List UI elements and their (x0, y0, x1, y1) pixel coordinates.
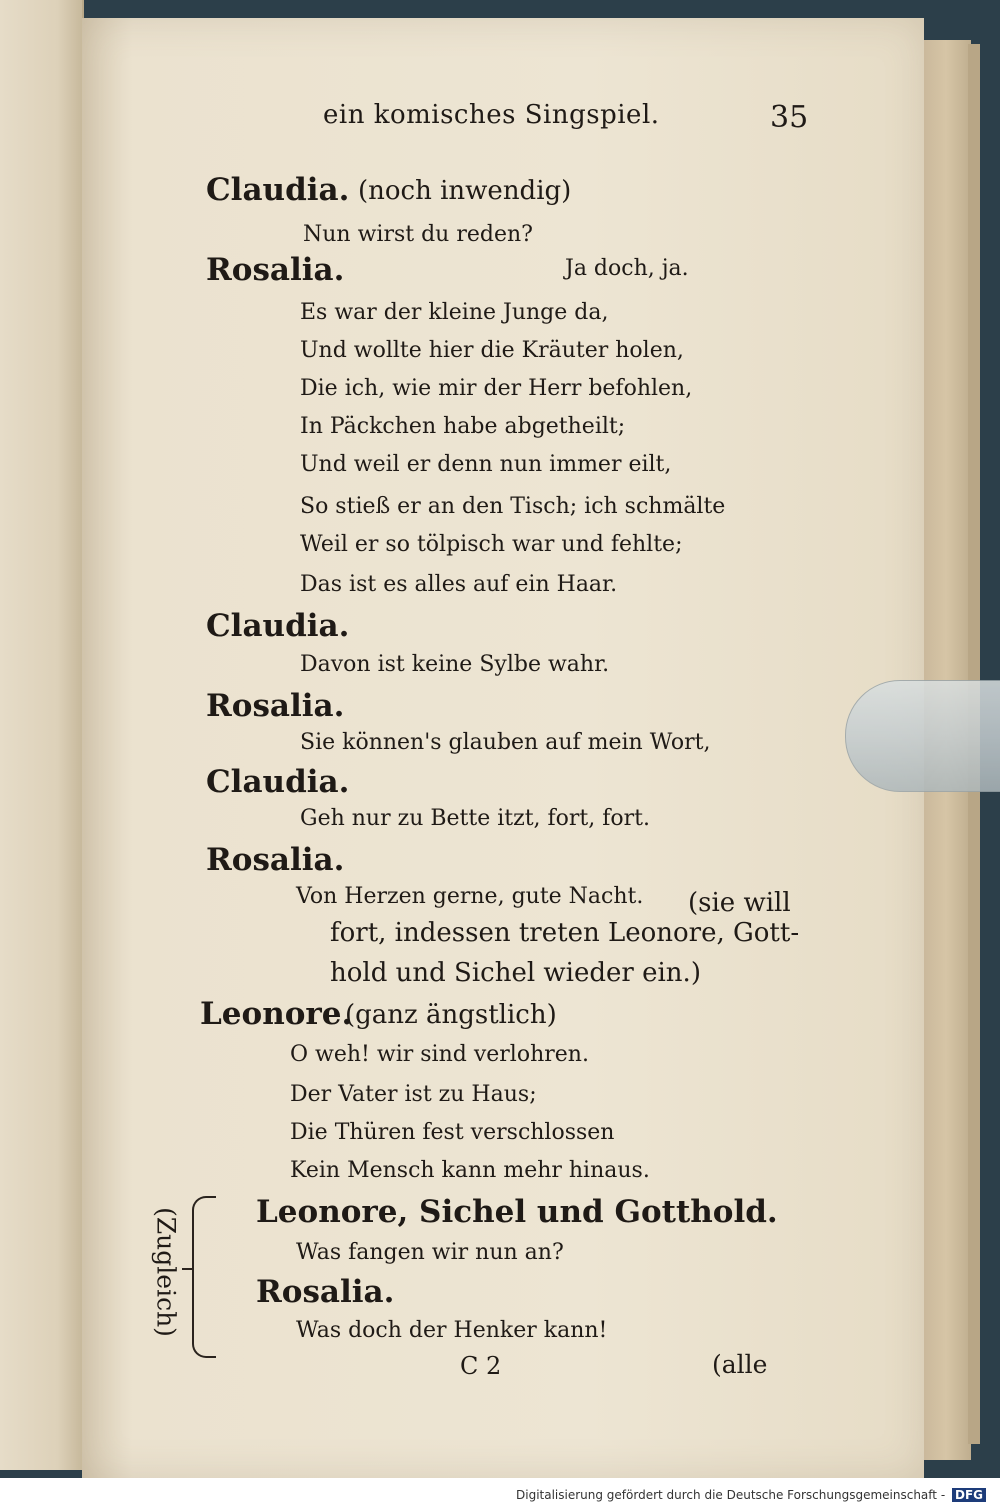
verse-line: Kein Mensch kann mehr hinaus. (290, 1158, 650, 1183)
verse-line: Die ich, wie mir der Herr befohlen, (300, 376, 693, 401)
catchword: (alle (712, 1350, 768, 1379)
verse-line: Der Vater ist zu Haus; (290, 1082, 537, 1107)
speaker-name: Claudia. (206, 172, 350, 208)
verse-line: In Päckchen habe abgetheilt; (300, 414, 626, 439)
speaker-name: Rosalia. (206, 842, 345, 878)
running-header: ein komisches Singspiel. (323, 100, 660, 130)
page-clip (845, 680, 1000, 792)
verse-line: Das ist es alles auf ein Haar. (300, 572, 618, 597)
brace-mark (192, 1196, 216, 1358)
speaker-name: Rosalia. (256, 1274, 395, 1310)
stage-direction: (sie will (688, 888, 791, 918)
verse-line: So stieß er an den Tisch; ich schmälte (300, 494, 726, 519)
footer-text: Digitalisierung gefördert durch die Deutsche Forschungsgemeinschaft - (516, 1488, 946, 1502)
zugleich-note: (Zugleich) (151, 1207, 181, 1337)
verse-line: Sie können's glauben auf mein Wort, (300, 730, 711, 755)
verse-line: Geh nur zu Bette itzt, fort, fort. (300, 806, 651, 831)
brace-tip (182, 1268, 194, 1270)
speaker-name: Leonore. (200, 996, 353, 1032)
verse-line: Was doch der Henker kann! (296, 1318, 608, 1343)
verse-line: Die Thüren fest verschlossen (290, 1120, 615, 1145)
stage-direction: fort, indessen treten Leonore, Gott- (330, 918, 800, 948)
stage-direction: (ganz ängstlich) (345, 1000, 557, 1030)
verse-line: Und weil er denn nun immer eilt, (300, 452, 672, 477)
speaker-name: Rosalia. (206, 688, 345, 724)
speaker-name: Claudia. (206, 764, 350, 800)
speaker-name: Rosalia. (206, 252, 345, 288)
stage-direction: hold und Sichel wieder ein.) (330, 958, 701, 988)
signature-mark: C 2 (460, 1352, 502, 1380)
page-number: 35 (770, 100, 809, 135)
verse-line: Und wollte hier die Kräuter holen, (300, 338, 684, 363)
verse-line: Davon ist keine Sylbe wahr. (300, 652, 610, 677)
verse-line: Weil er so tölpisch war und fehlte; (300, 532, 683, 557)
dfg-logo: DFG (952, 1488, 986, 1502)
verse-line: Es war der kleine Junge da, (300, 300, 609, 325)
left-page-edge (0, 0, 84, 1470)
verse-line: O weh! wir sind verlohren. (290, 1042, 589, 1067)
speaker-name: Leonore, Sichel und Gotthold. (256, 1194, 778, 1230)
verse-line: Von Herzen gerne, gute Nacht. (296, 884, 644, 909)
verse-line: Nun wirst du reden? (303, 222, 533, 247)
speaker-name: Claudia. (206, 608, 350, 644)
stage-direction: Ja doch, ja. (565, 256, 689, 281)
verse-line: Was fangen wir nun an? (296, 1240, 564, 1265)
footer-credit (516, 1488, 986, 1502)
stage-direction: (noch inwendig) (358, 176, 572, 206)
